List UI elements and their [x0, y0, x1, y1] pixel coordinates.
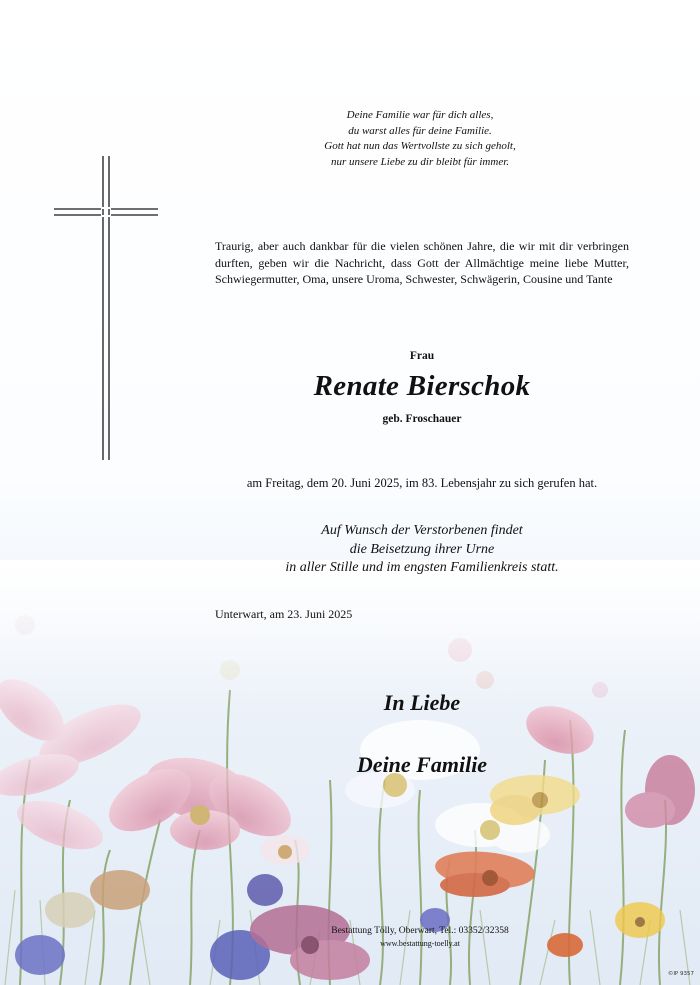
funeral-line: die Beisetzung ihrer Urne — [349, 541, 495, 557]
announcement-text: Traurig, aber auch dankbar für die vielen schönen Jahre, die wir mit dir verbringen durften, geben wir die Nachricht, dass Gott der Allmächtige meine liebe Mutter, Schwiegermutter, Oma, unsere Uroma, Schwester, Schwägerin, Cousine und Tante — [215, 239, 629, 286]
undertaker-website[interactable]: www.bestattung-toelly.at — [380, 939, 460, 948]
place-and-date: Unterwart, am 23. Juni 2025 — [215, 607, 353, 621]
honorific-title: Frau — [409, 350, 435, 362]
birth-name: geb. Froschauer — [382, 413, 462, 425]
deceased-name: Renate Bierschok — [313, 370, 531, 402]
funeral-line: Auf Wunsch der Verstorbenen findet — [321, 523, 523, 538]
cross-icon — [50, 152, 162, 464]
funeral-notice — [215, 522, 629, 578]
poem-line: Deine Familie war für dich alles, — [346, 109, 494, 121]
poem-line: nur unsere Liebe zu dir bleibt für immer. — [330, 155, 510, 168]
poem-line: Gott hat nun das Wertvollste zu sich geholt, — [324, 140, 516, 152]
opening-poem — [215, 108, 625, 170]
undertaker-info: Bestattung Tölly, Oberwart, Tel.: 03352/32358 — [331, 926, 509, 936]
poem-line: du warst alles für deine Familie. — [348, 124, 492, 137]
closing-love: In Liebe — [383, 690, 461, 715]
death-date-line: am Freitag, dem 20. Juni 2025, im 83. Lebensjahr zu sich gerufen hat. — [246, 476, 598, 490]
funeral-line: in aller Stille und im engsten Familienkreis statt. — [285, 560, 559, 575]
document-code: ©IP 9357 — [667, 971, 694, 977]
closing-family: Deine Familie — [356, 752, 488, 777]
